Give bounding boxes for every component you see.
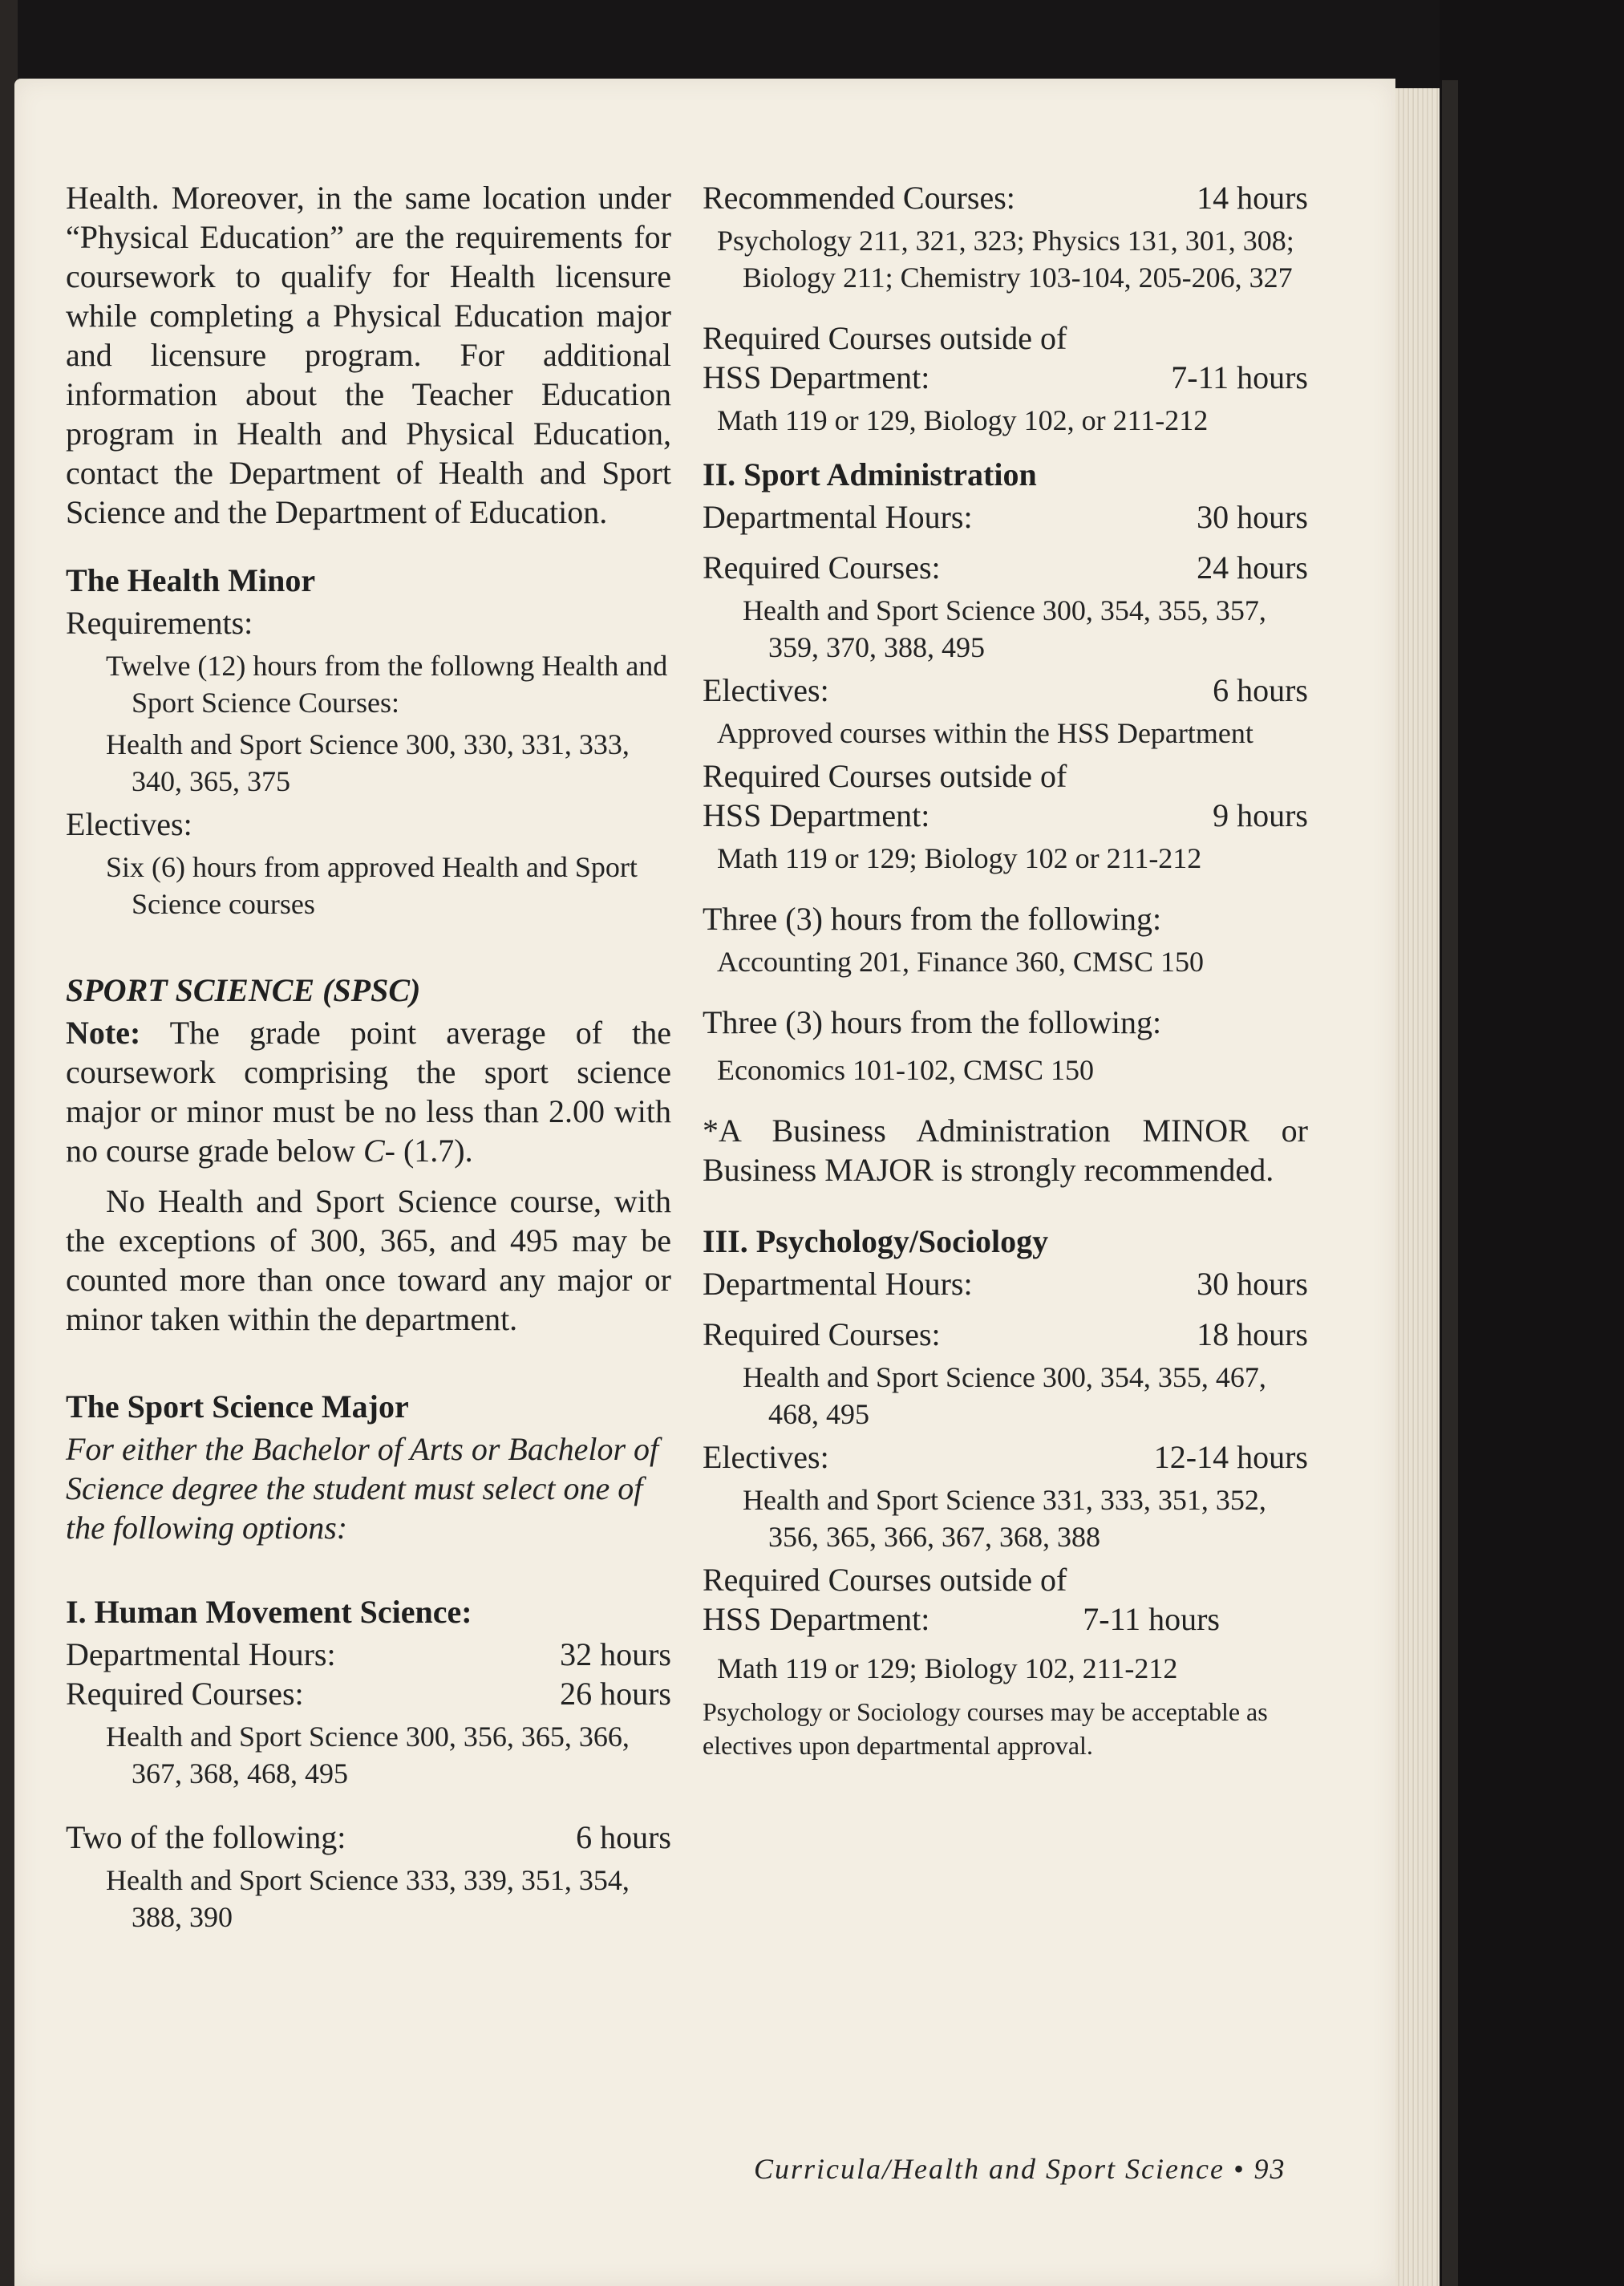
course-list: Health and Sport Science 333, 339, 351, 354, 388, 390 [106,1864,630,1933]
requirement-item: Health and Sport Science 300, 330, 331, 333, 340, 365, 375 [106,728,630,797]
note-label: Note: [66,1015,141,1051]
course-list: Health and Sport Science 331, 333, 351, 352, 356, 365, 366, 367, 368, 388 [743,1484,1266,1553]
admin-elec-row [703,671,1308,710]
row-label: Required Courses: [66,1676,304,1712]
three-label: Three (3) hours from the following: [703,1004,1162,1040]
row-value: 18 hours [1197,1316,1308,1352]
psych-note: Psychology or Sociology courses may be acceptable as electives upon departmental approval. [703,1697,1268,1760]
electives-label: Electives: [66,806,192,842]
note-text: The grade point average of the coursework comprising the sport science major or minor must be no less than 2.00 with no course grade below [66,1015,671,1169]
exceptions-paragraph: No Health and Sport Science course, with the exceptions of 300, 365, and 495 may be counted more than once toward any major or minor taken within the department. [66,1183,671,1337]
row-label: Electives: [703,672,829,708]
course-list: Math 119 or 129; Biology 102 or 211-212 [717,842,1202,874]
cover-spine-edge [1442,80,1458,2286]
psych-heading: III. Psychology/Sociology [703,1223,1049,1259]
admin-req-row [703,548,1308,587]
requirement-item: Twelve (12) hours from the followng Health and Sport Science Courses: [106,650,668,719]
admin-heading: II. Sport Administration [703,456,1037,492]
note-end: (1.7). [395,1133,473,1169]
row-label: Required Courses: [703,549,941,586]
course-list: Health and Sport Science 300, 354, 355, 467, 468, 495 [743,1361,1266,1430]
row-value: 12-14 hours [1153,1439,1308,1475]
psych-req-row [703,1315,1308,1354]
business-note: *A Business Administration MINOR or Business MAJOR is strongly recommended. [703,1113,1308,1188]
course-list: Health and Sport Science 300, 354, 355, 357, 359, 370, 388, 495 [743,594,1266,663]
course-list: Economics 101-102, CMSC 150 [717,1054,1095,1086]
course-list: Math 119 or 129, Biology 102, or 211-212 [717,404,1209,436]
hms-two-row [66,1818,671,1857]
note-paragraph [66,1013,671,1170]
psych-elec-row [703,1437,1308,1477]
outside-row [703,358,1308,397]
course-list: Health and Sport Science 300, 356, 365, 366, 367, 368, 468, 495 [106,1721,630,1789]
admin-dept-row [703,497,1308,537]
major-intro: For either the Bachelor of Arts or Bachelor of Science degree the student must select one of the following options: [66,1431,659,1546]
health-minor-heading: The Health Minor [66,562,316,598]
psych-dept-row [703,1264,1308,1303]
row-label: Departmental Hours: [703,499,973,535]
left-column [66,178,671,1940]
row-value: 9 hours [1213,797,1308,833]
hms-heading: I. Human Movement Science: [66,1594,472,1630]
course-list: Math 119 or 129; Biology 102, 211-212 [717,1652,1178,1684]
page-edges [1395,88,1440,2286]
row-label: Departmental Hours: [703,1266,973,1302]
row-value: 6 hours [576,1819,671,1855]
row-value: 26 hours [560,1676,671,1712]
row-label: HSS Department: [703,359,930,395]
row-value: 30 hours [1197,1266,1308,1302]
electives-item: Six (6) hours from approved Health and Sport Science courses [106,851,638,920]
hms-dept-row [66,1635,671,1674]
note-grade: C- [362,1133,395,1169]
row-value: 7-11 hours [1083,1601,1220,1637]
course-list: Approved courses within the HSS Department [717,717,1253,749]
intro-paragraph: Health. Moreover, in the same location under “Physical Education” are the requirements for coursework to qualify for Health licensure while completing a Physical Education major and licensure program. For additional information about the Teacher Education program in Health and Physical Education, contact the Department of Health and Sport Science and the Department of Education. [66,180,671,530]
row-label: HSS Department: [703,1601,930,1637]
row-value: 7-11 hours [1171,359,1308,395]
row-value: 24 hours [1197,549,1308,586]
row-label: Required Courses: [703,1316,941,1352]
rec-row [703,178,1308,217]
hms-req-row [66,1674,671,1713]
course-list: Psychology 211, 321, 323; Physics 131, 301, 308; Biology 211; Chemistry 103-104, 205-206, 327 [717,225,1294,294]
major-heading: The Sport Science Major [66,1388,409,1425]
requirements-label: Requirements: [66,605,253,641]
book-cover [1440,0,1624,2286]
row-value: 32 hours [560,1636,671,1672]
outside-label: Required Courses outside of [703,1562,1067,1598]
sport-science-heading: SPORT SCIENCE (SPSC) [66,972,421,1008]
row-label: HSS Department: [703,797,930,833]
outside-label: Required Courses outside of [703,320,1067,356]
right-column [703,178,1308,1762]
row-label: Electives: [703,1439,829,1475]
row-label: Recommended Courses: [703,180,1015,216]
outside-row [703,1599,1308,1639]
outside-row [703,796,1308,835]
row-value: 30 hours [1197,499,1308,535]
row-label: Two of the following: [66,1819,346,1855]
page-footer: Curricula/Health and Sport Science • 93 [754,2153,1286,2185]
outside-label: Required Courses outside of [703,758,1067,794]
course-list: Accounting 201, Finance 360, CMSC 150 [717,946,1204,978]
row-label: Departmental Hours: [66,1636,336,1672]
three-label: Three (3) hours from the following: [703,901,1162,937]
row-value: 14 hours [1197,180,1308,216]
row-value: 6 hours [1213,672,1308,708]
